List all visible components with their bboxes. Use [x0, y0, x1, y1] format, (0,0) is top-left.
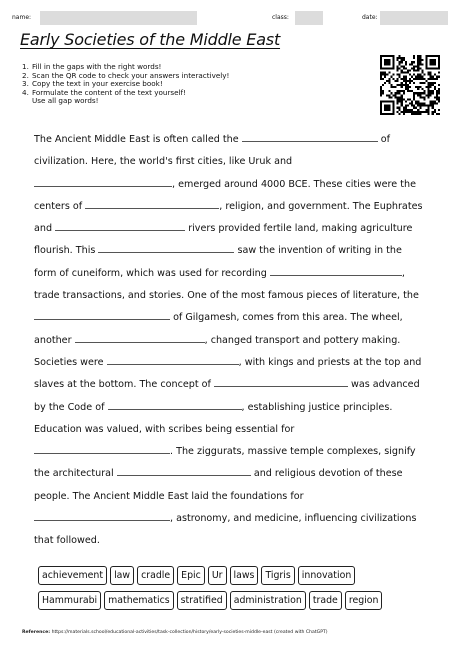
date-field[interactable] [380, 11, 448, 25]
reference-link[interactable]: https://materials.school/educational-activities/task-collection/history/early-societies-middle-east (created with ChatGPT) [51, 630, 328, 635]
cloze-text: The Ancient Middle East is often called the of civilization. Here, the world's first cities, like Uruk and , emerged around 4000 BCE. These cities were the centers of , religion, and government. The Euphrates and rivers provided fertile land, making agriculture flourish. This saw the invention of writing in the form of cuneiform, which was used for recording , trade transactions, and stories. One of the most famous pieces of literature, the of Gilgamesh, comes from this area. The wheel, another , changed transport and pottery making. Societies were , with kings and priests at the top and slaves at the bottom. The concept of was advanced by the Code of , establishing justice principles. Education was valued, with scribes being essential for . The ziggurats, massive temple complexes, signify the architectural and religious devotion of these people. The Ancient Middle East laid the foundations for , astronomy, and medicine, influencing civilizations that followed. [34, 129, 430, 553]
name-label: name: [12, 14, 32, 21]
word-chip[interactable]: Hammurabi [38, 591, 101, 610]
reference-label: Reference: [22, 630, 51, 635]
gap-input[interactable] [75, 332, 205, 343]
gap-input[interactable] [107, 354, 239, 365]
word-chip[interactable]: administration [230, 591, 306, 610]
gap-input[interactable] [34, 176, 172, 187]
word-chip[interactable]: innovation [298, 566, 355, 585]
reference-note [22, 630, 328, 635]
word-chip[interactable]: cradle [137, 566, 174, 585]
word-chip[interactable]: stratified [177, 591, 227, 610]
instruction-item: Use all gap words! [32, 96, 99, 106]
worksheet-header [12, 11, 448, 25]
word-chip[interactable]: trade [309, 591, 342, 610]
name-field[interactable] [40, 11, 197, 25]
class-field[interactable] [295, 11, 323, 25]
gap-input[interactable] [34, 443, 170, 454]
gap-input[interactable] [98, 242, 234, 253]
gap-input[interactable] [34, 510, 170, 521]
word-bank-row [38, 566, 438, 585]
word-chip[interactable]: Tigris [261, 566, 294, 585]
instruction-item: 3. Copy the text in your exercise book! [22, 79, 163, 89]
gap-input[interactable] [55, 220, 185, 231]
word-chip[interactable]: region [345, 591, 383, 610]
gap-input[interactable] [85, 198, 219, 209]
word-chip[interactable]: Ur [208, 566, 227, 585]
word-chip[interactable]: laws [230, 566, 259, 585]
gap-input[interactable] [242, 131, 378, 142]
date-label: date: [362, 14, 378, 21]
worksheet-title: Early Societies of the Middle East [20, 30, 281, 49]
word-chip[interactable]: law [110, 566, 134, 585]
class-label: class: [272, 14, 289, 21]
instruction-item: 1. Fill in the gaps with the right words! [22, 62, 162, 71]
gap-input[interactable] [214, 376, 348, 387]
gap-input[interactable] [117, 465, 251, 476]
word-chip[interactable]: Epic [177, 566, 205, 585]
instruction-item: 4. Formulate the content of the text yourself! [22, 87, 186, 97]
qr-code-icon[interactable] [380, 55, 440, 115]
instructions-list [22, 63, 352, 106]
word-bank-row [38, 591, 438, 610]
instruction-item: 2. Scan the QR code to check your answers interactively! [22, 70, 230, 80]
gap-input[interactable] [34, 309, 170, 320]
gap-input[interactable] [270, 265, 402, 276]
word-chip[interactable]: achievement [38, 566, 107, 585]
word-chip[interactable]: mathematics [104, 591, 173, 610]
word-bank [38, 566, 438, 616]
gap-input[interactable] [108, 399, 242, 410]
